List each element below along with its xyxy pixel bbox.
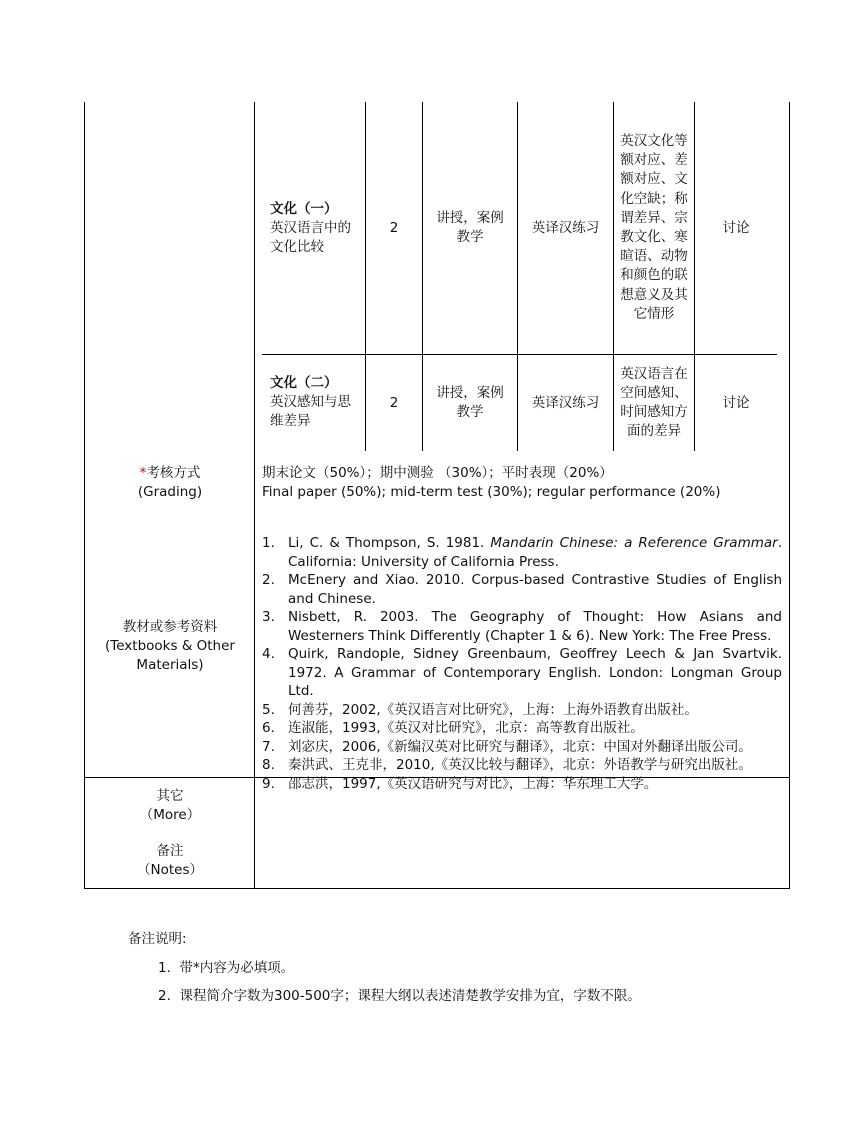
reference-item: 5. 何善芬，2002,《英汉语言对比研究》，上海：上海外语教育出版社。: [262, 701, 698, 718]
required-asterisk: *: [139, 465, 147, 481]
footnote-item: 1. 带*内容为必填项。: [158, 960, 295, 976]
row2-topic-desc: 英汉感知与思维差异: [270, 394, 351, 429]
row2-content: 英汉语言在空间感知、时间感知方面的差异: [620, 365, 688, 440]
grading-text-en: Final paper (50%); mid-term test (30%); regular performance (20%): [262, 484, 721, 500]
row1-hours: 2: [389, 219, 399, 236]
row2-topic: [270, 374, 362, 431]
row2-activity: 讨论: [722, 394, 750, 411]
row1-practice: 英译汉练习: [531, 219, 600, 236]
reference-list: [262, 534, 782, 793]
notes-label: [86, 842, 254, 880]
grading-text-cn: 期末论文（50%）；期中测验 （30%）；平时表现（20%）: [262, 465, 613, 481]
more-label-cn: 其它: [156, 788, 184, 804]
row1-topic-desc: 英汉语言中的文化比较: [270, 220, 351, 255]
grading-label: [86, 464, 254, 502]
reference-item: 9. 邵志洪，1997,《英汉语研究与对比》，上海：华东理工大学。: [262, 775, 658, 792]
grading-label-cn: 考核方式: [146, 465, 201, 481]
row2-method: 讲授，案例教学: [436, 385, 504, 420]
reference-item: 1. Li, C. & Thompson, S. 1981. Mandarin Chinese: a Reference Grammar. California: University of California Press.: [262, 535, 782, 570]
col-divider-4: [613, 102, 614, 451]
table-left-border: [84, 102, 85, 889]
footnote-item: 2. 课程简介字数为300-500字；课程大纲以表述清楚教学安排为宜，字数不限。: [158, 988, 641, 1004]
materials-label-cn: 教材或参考资料: [122, 619, 218, 635]
row2-practice: 英译汉练习: [531, 394, 600, 411]
notes-label-en: （Notes）: [137, 862, 203, 878]
reference-item: 7. 刘宓庆，2006,《新编汉英对比研究与翻译》，北京：中国对外翻译出版公司。: [262, 738, 752, 755]
materials-label: [86, 618, 254, 675]
row1-topic-title: 文化（一）: [270, 201, 338, 217]
table-right-border: [789, 102, 790, 889]
reference-item: 4. Quirk, Randople, Sidney Greenbaum, Geoffrey Leech & Jan Svartvik. 1972. A Grammar of Contemporary English. London: Longman Group Ltd.: [262, 646, 782, 699]
row1-activity: 讨论: [722, 219, 750, 236]
reference-item: 3. Nisbett, R. 2003. The Geography of Thought: How Asians and Westerners Think Differently (Chapter 1 & 6). New York: The Free Press.: [262, 609, 782, 644]
row1-content: 英汉文化等额对应、差额对应、文化空缺；称谓差异、宗教文化、寒暄语、动物和颜色的联想意义及其它情形: [620, 132, 688, 322]
more-label: [86, 787, 254, 825]
row1-method: 讲授，案例教学: [436, 210, 504, 245]
reference-item: 2. McEnery and Xiao. 2010. Corpus-based Contrastive Studies of English and Chinese.: [262, 572, 782, 607]
reference-item: 6. 连淑能，1993,《英汉对比研究》，北京：高等教育出版社。: [262, 720, 644, 736]
more-label-en: （More）: [139, 807, 201, 823]
row1-topic: [270, 200, 362, 257]
grading-label-en: (Grading): [137, 484, 203, 500]
reference-item: 8. 秦洪武、王克非，2010,《英汉比较与翻译》，北京：外语教学与研究出版社。: [262, 757, 752, 773]
materials-label-en1: (Textbooks & Other: [105, 638, 235, 654]
footnote-heading: 备注说明:: [128, 931, 187, 947]
notes-label-cn: 备注: [156, 843, 184, 859]
materials-label-en2: Materials): [136, 657, 204, 673]
row2-hours: 2: [389, 394, 399, 411]
table-label-divider: [254, 102, 255, 889]
row2-topic-title: 文化（二）: [270, 375, 338, 391]
table-bottom-border: [84, 888, 790, 889]
